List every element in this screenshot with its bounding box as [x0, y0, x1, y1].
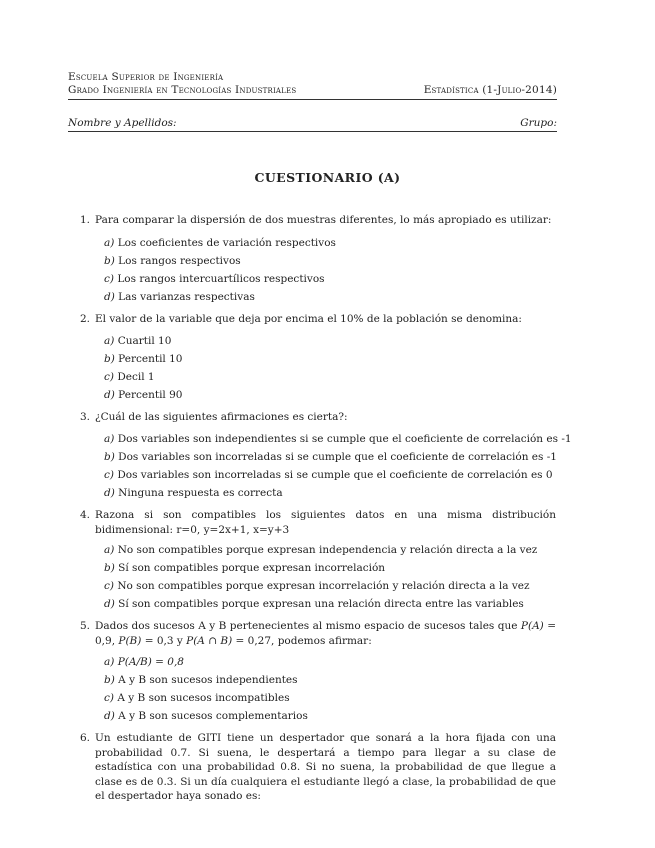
- option-label: b): [104, 674, 115, 686]
- question-number: 6.: [80, 732, 91, 744]
- group-label: Grupo:: [520, 117, 557, 129]
- option-text: Sí son compatibles porque expresan una relación directa entre las variables: [118, 598, 524, 610]
- option-label: b): [104, 255, 115, 267]
- header-row: [68, 83, 557, 97]
- option-1c[interactable]: [104, 272, 325, 286]
- math-expression: P(A ∩ B): [186, 634, 233, 647]
- option-4a[interactable]: [104, 543, 537, 557]
- question-4: [80, 508, 556, 537]
- option-label: a): [104, 237, 115, 249]
- option-3c[interactable]: [104, 468, 553, 482]
- option-3b[interactable]: [104, 450, 557, 464]
- option-text: Percentil 10: [118, 353, 183, 365]
- math-expression: P(A): [520, 620, 544, 632]
- question-number: 5.: [80, 620, 91, 632]
- option-text: Ninguna respuesta es correcta: [118, 487, 283, 499]
- option-text: Sí son compatibles porque expresan incorrelación: [118, 562, 386, 574]
- option-label: d): [104, 389, 115, 401]
- option-5d[interactable]: [104, 709, 308, 723]
- option-label: d): [104, 710, 115, 722]
- question-1: [80, 213, 556, 228]
- degree-name: Grado Ingeniería en Tecnologías Industriales: [68, 84, 297, 96]
- option-label: a): [104, 335, 115, 347]
- option-text: Dos variables son incorreladas si se cumple que el coeficiente de correlación es -1: [118, 451, 557, 463]
- student-info-row: [68, 117, 557, 129]
- option-4d[interactable]: [104, 597, 524, 611]
- question-3: [80, 410, 556, 425]
- option-1a[interactable]: [104, 236, 336, 250]
- option-label: d): [104, 487, 115, 499]
- page-title: CUESTIONARIO (A): [254, 170, 401, 185]
- option-3d[interactable]: [104, 486, 283, 500]
- option-label: a): [104, 544, 115, 556]
- name-rule[interactable]: [68, 131, 557, 132]
- option-label: d): [104, 598, 115, 610]
- option-text: Las varianzas respectivas: [118, 291, 255, 303]
- question-stem: Para comparar la dispersión de dos muestras diferentes, lo más apropiado es utilizar:: [95, 214, 552, 226]
- math-expression: P(B): [118, 634, 142, 647]
- option-2b[interactable]: [104, 352, 183, 366]
- option-5c[interactable]: [104, 691, 290, 705]
- question-stem: Un estudiante de GITI tiene un despertador que sonará a la hora fijada con una probabilidad 0.7. Si suena, le despertará a tiempo para llegar a su clase de estadística con una probabilidad 0.8. Si no suena, la probabilidad de que llegue a clase es de 0.3. Si un día cualquiera el estudiante llegó a clase, la probabilidad de que el despertador haya sonado es:: [95, 732, 556, 802]
- question-number: 4.: [80, 509, 91, 521]
- option-label: b): [104, 353, 115, 365]
- stem-text: = 0,3 y: [141, 634, 187, 647]
- option-label: b): [104, 451, 115, 463]
- question-number: 2.: [80, 313, 91, 325]
- question-2: [80, 312, 556, 327]
- option-text: P(A/B) = 0,8: [117, 656, 184, 668]
- header-rule: [68, 99, 557, 100]
- option-label: c): [104, 580, 114, 592]
- option-label: d): [104, 291, 115, 303]
- option-text: Dos variables son independientes si se cumple que el coeficiente de correlación es -1: [117, 433, 572, 445]
- option-4c[interactable]: [104, 579, 530, 593]
- question-number: 3.: [80, 411, 91, 423]
- option-4b[interactable]: [104, 561, 385, 575]
- course-date: Estadística (1-Julio-2014): [423, 84, 557, 96]
- option-1d[interactable]: [104, 290, 255, 304]
- option-text: A y B son sucesos independientes: [118, 674, 298, 686]
- option-1b[interactable]: [104, 254, 241, 268]
- option-label: a): [104, 656, 115, 668]
- school-name: Escuela Superior de Ingeniería: [68, 71, 224, 83]
- question-stem: [95, 619, 556, 648]
- option-label: a): [104, 433, 115, 445]
- option-text: Decil 1: [117, 371, 155, 383]
- option-label: b): [104, 562, 115, 574]
- option-text: Dos variables son incorreladas si se cumple que el coeficiente de correlación es 0: [117, 469, 553, 481]
- option-label: c): [104, 692, 114, 704]
- question-5: [80, 619, 556, 648]
- option-text: Los rangos respectivos: [118, 255, 241, 267]
- stem-text: = 0,9,: [95, 620, 556, 647]
- option-2c[interactable]: [104, 370, 155, 384]
- option-text: A y B son sucesos incompatibles: [117, 692, 290, 704]
- question-6: [80, 731, 556, 804]
- option-text: A y B son sucesos complementarios: [118, 710, 308, 722]
- stem-text: = 0,27, podemos afirmar:: [232, 634, 372, 647]
- option-text: Los rangos intercuartílicos respectivos: [117, 273, 325, 285]
- option-2d[interactable]: [104, 388, 183, 402]
- option-5a[interactable]: [104, 655, 184, 669]
- option-label: c): [104, 371, 114, 383]
- option-text: No son compatibles porque expresan incorrelación y relación directa a la vez: [117, 580, 530, 592]
- option-2a[interactable]: [104, 334, 171, 348]
- option-3a[interactable]: [104, 432, 572, 446]
- option-5b[interactable]: [104, 673, 298, 687]
- option-text: Cuartil 10: [117, 335, 172, 347]
- question-stem: ¿Cuál de las siguientes afirmaciones es cierta?:: [95, 411, 348, 423]
- option-text: No son compatibles porque expresan independencia y relación directa a la vez: [117, 544, 538, 556]
- option-text: Percentil 90: [118, 389, 183, 401]
- question-stem: Razona si son compatibles los siguientes datos en una misma distribución bidimensional: r=0, y=2x+1, x=y+3: [95, 509, 556, 536]
- name-label: Nombre y Apellidos:: [68, 117, 177, 129]
- option-label: c): [104, 273, 114, 285]
- option-label: c): [104, 469, 114, 481]
- question-number: 1.: [80, 214, 91, 226]
- stem-text: Dados dos sucesos A y B pertenecientes al mismo espacio de sucesos tales que: [95, 620, 521, 632]
- option-text: Los coeficientes de variación respectivos: [117, 237, 336, 249]
- question-stem: El valor de la variable que deja por encima el 10% de la población se denomina:: [95, 313, 522, 325]
